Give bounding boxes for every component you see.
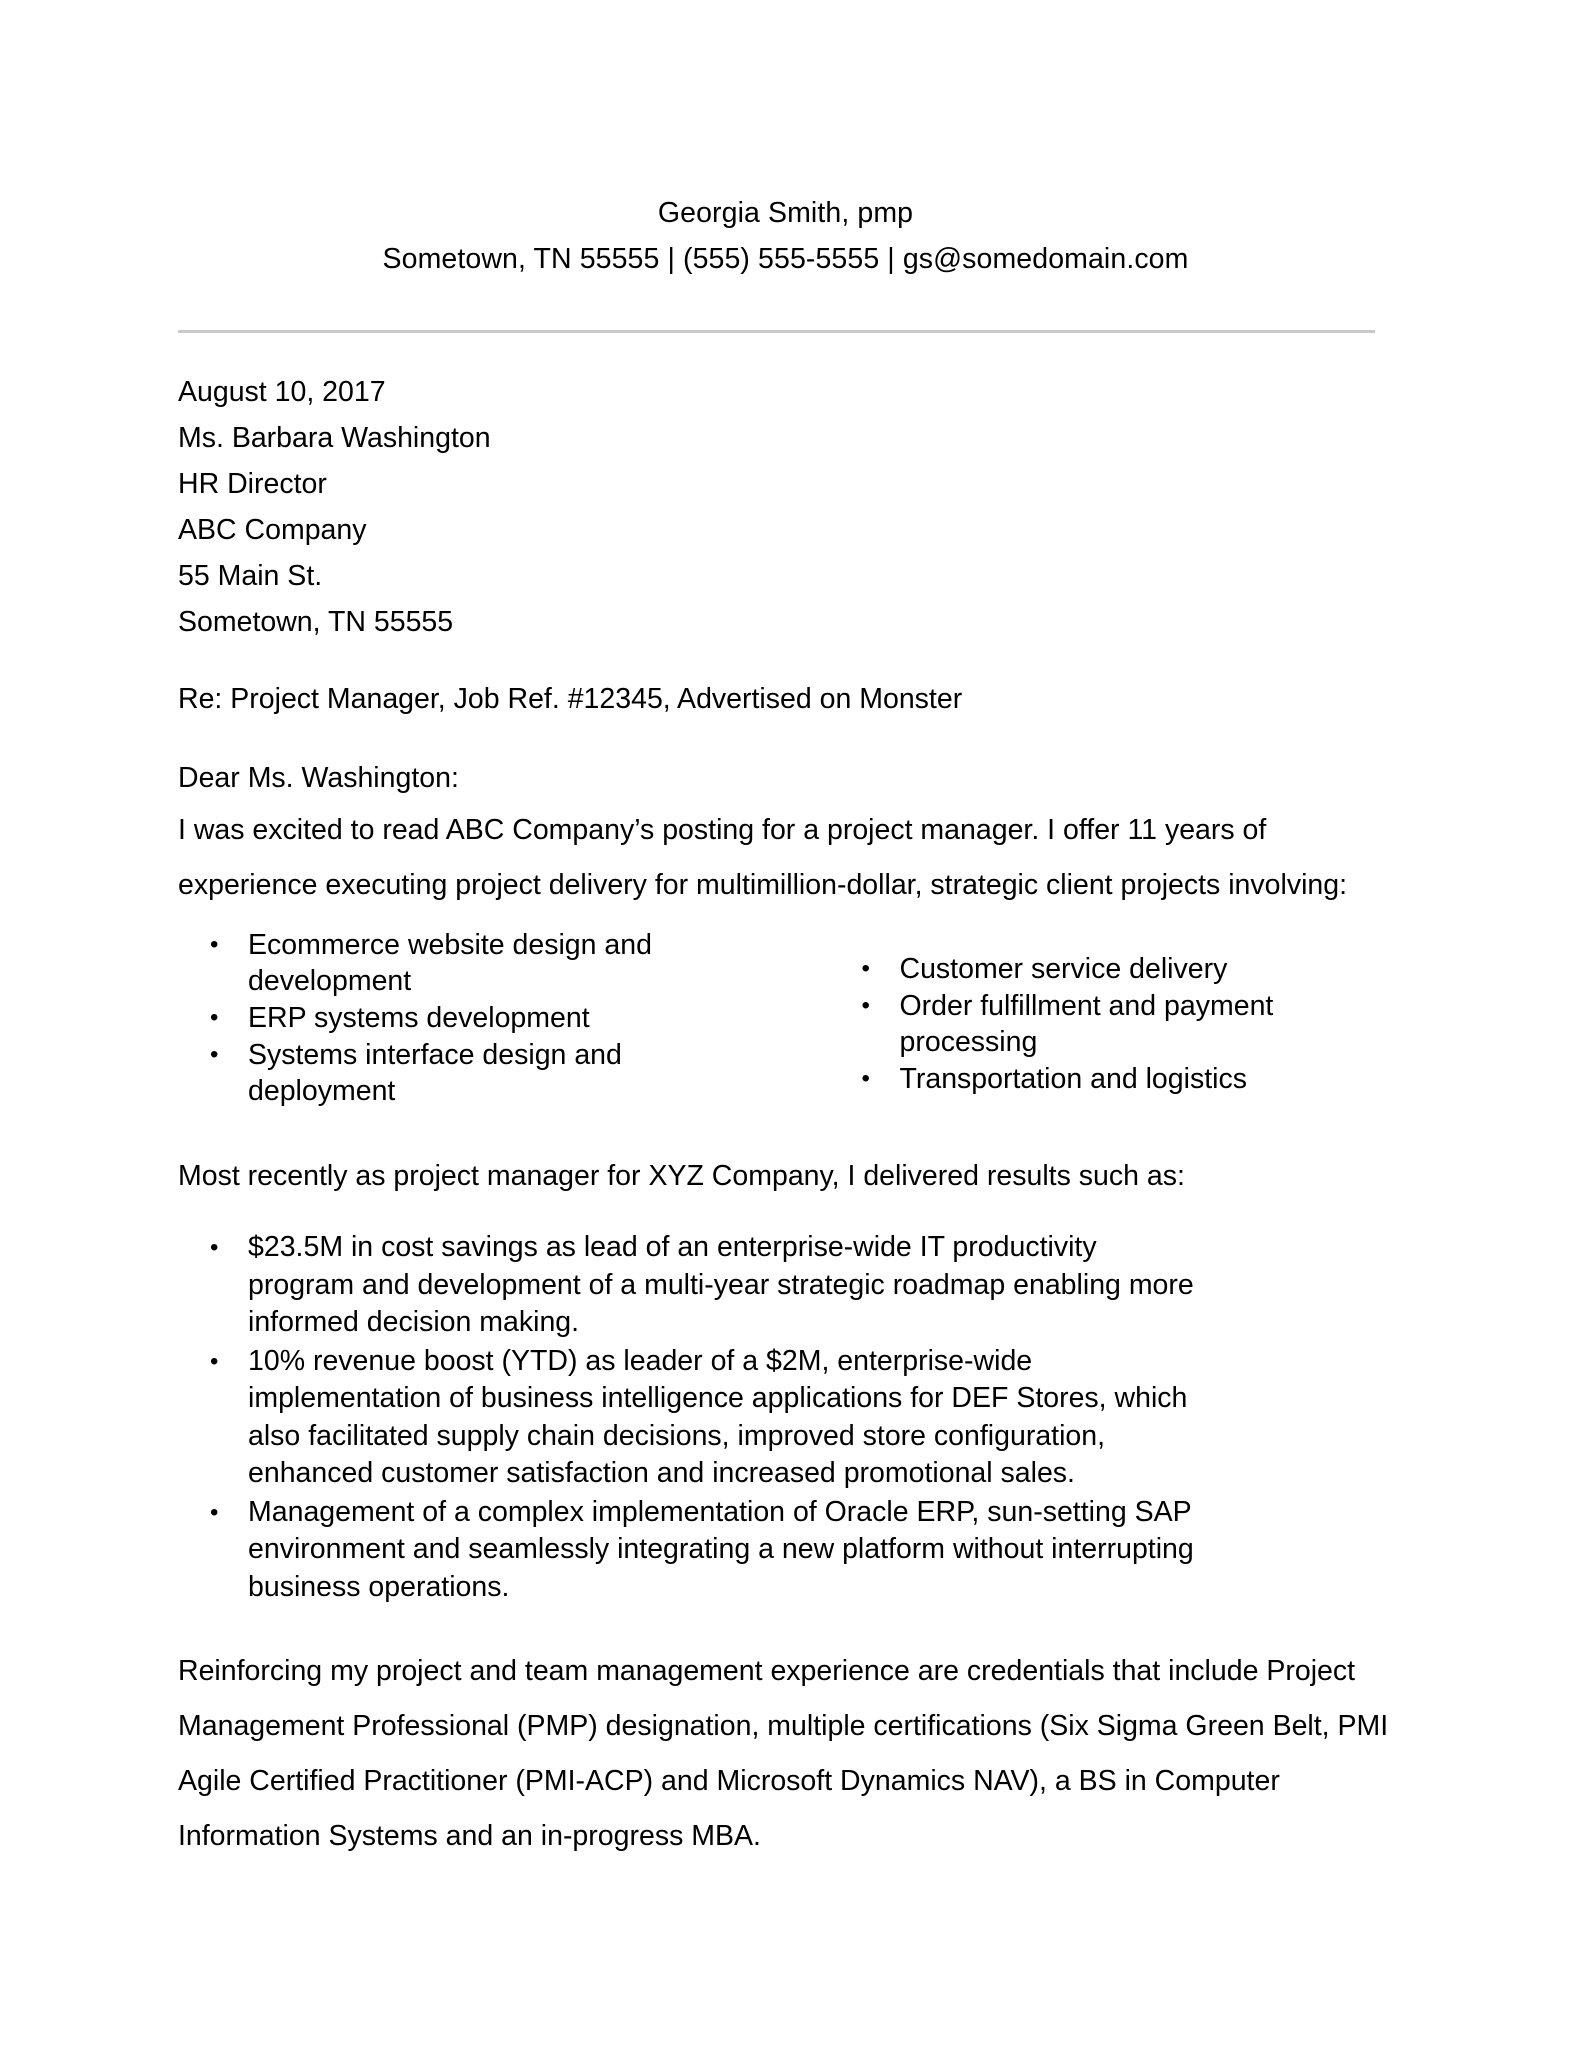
address-block	[178, 369, 1393, 645]
sender-contact-line: Sometown, TN 55555 | (555) 555-5555 | gs@somedomain.com	[382, 243, 1189, 275]
list-item: • ERP systems development	[178, 1000, 786, 1036]
recipient-title: HR Director	[178, 468, 327, 500]
list-item: • Transportation and logistics	[838, 1061, 1394, 1097]
list-item: • Customer service delivery	[838, 951, 1394, 987]
recipient-company: ABC Company	[178, 514, 367, 546]
salutation: Dear Ms. Washington:	[178, 762, 459, 794]
sender-name: Georgia Smith, pmp	[657, 197, 914, 229]
skills-columns	[178, 927, 1393, 1110]
skills-list-right	[838, 951, 1394, 1097]
letterhead	[178, 190, 1393, 282]
results-intro-paragraph: Most recently as project manager for XYZ Company, I delivered results such as:	[178, 1160, 1185, 1192]
achievements-list	[178, 1229, 1393, 1606]
list-item: • Management of a complex implementation of Oracle ERP, sun-setting SAP environment and seamlessly integrating a new platform without interrupting business operations.	[178, 1494, 1393, 1607]
list-item: • 10% revenue boost (YTD) as leader of a $2M, enterprise-wide implementation of business intelligence applications for DEF Stores, which also facilitated supply chain decisions, improved store configuration, enhanced customer satisfaction and increased promotional sales.	[178, 1343, 1393, 1493]
opening-paragraph: I was excited to read ABC Company’s posting for a project manager. I offer 11 years of experience executing project delivery for multimillion-dollar, strategic client projects involving:	[178, 814, 1348, 901]
skills-list-left	[178, 927, 786, 1109]
recipient-name: Ms. Barbara Washington	[178, 422, 491, 454]
letter-date: August 10, 2017	[178, 376, 386, 408]
subject-line: Re: Project Manager, Job Ref. #12345, Advertised on Monster	[178, 683, 963, 715]
recipient-city-state-zip: Sometown, TN 55555	[178, 606, 454, 638]
skills-column-right	[786, 927, 1394, 1110]
list-item: • Order fulfillment and payment processing	[838, 988, 1394, 1060]
skills-column-left	[178, 927, 786, 1110]
list-item: • Systems interface design and deployment	[178, 1037, 786, 1109]
list-item: • $23.5M in cost savings as lead of an enterprise-wide IT productivity program and development of a multi-year strategic roadmap enabling more informed decision making.	[178, 1229, 1393, 1342]
letter-body	[178, 333, 1393, 1864]
recipient-street: 55 Main St.	[178, 560, 323, 592]
closing-paragraph: Reinforcing my project and team management experience are credentials that include Project Management Professional (PMP) designation, multiple certifications (Six Sigma Green Belt, PMI Agile Certified Practitioner (PMI-ACP) and Microsoft Dynamics NAV), a BS in Computer Information Systems and an in-progress MBA.	[178, 1655, 1389, 1852]
list-item: • Ecommerce website design and development	[178, 927, 786, 999]
